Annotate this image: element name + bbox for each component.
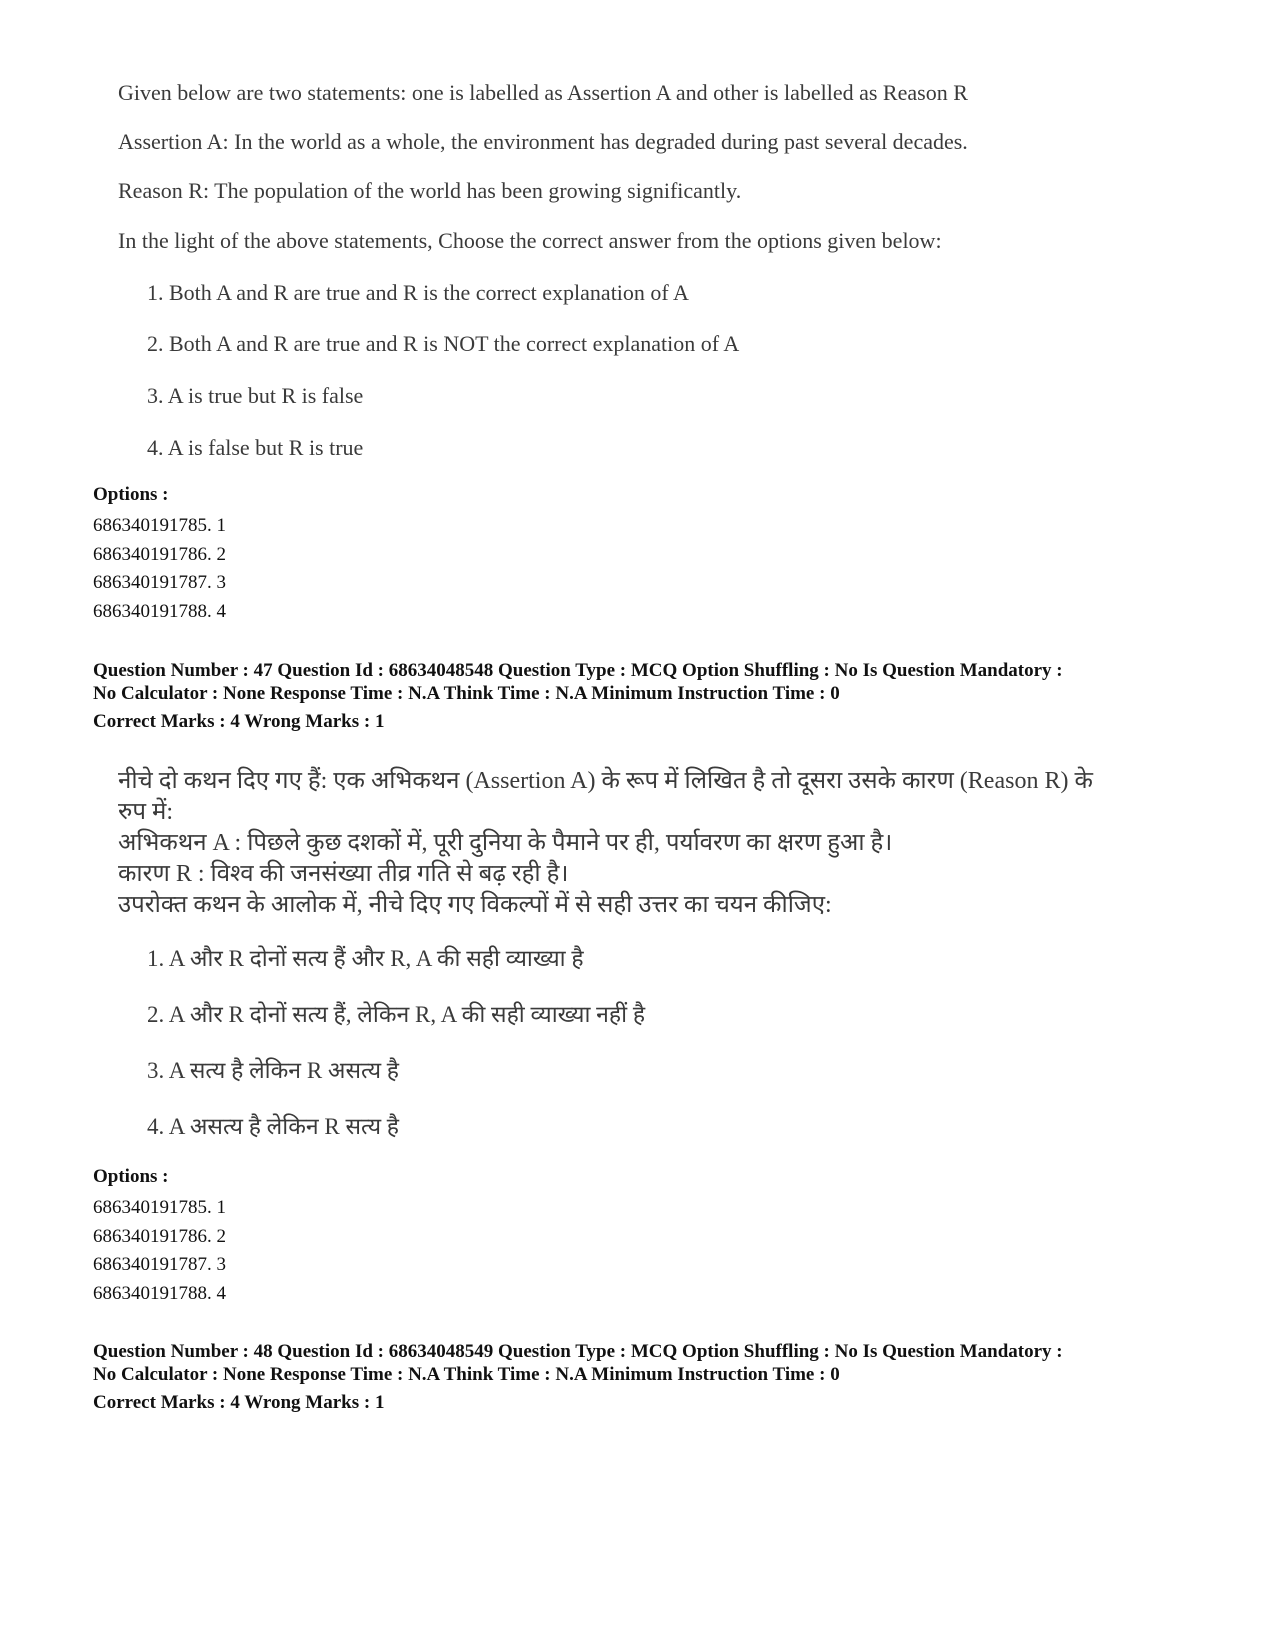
question-intro: Given below are two statements: one is labelled as Assertion A and other is labelled as Reason R — [118, 80, 968, 105]
instruction-text: In the light of the above statements, Choose the correct answer from the options given below: — [118, 228, 942, 253]
question-intro-line2: रुप में: — [118, 799, 174, 825]
choice-1: 1. A और R दोनों सत्य हैं और R, A की सही व्याख्या है — [147, 946, 584, 971]
choice-4: 4. A असत्य है लेकिन R सत्य है — [147, 1114, 400, 1139]
option-row: 686340191788. 4 — [93, 600, 226, 622]
instruction-text: उपरोक्त कथन के आलोक में, नीचे दिए गए विकल्पों में से सही उत्तर का चयन कीजिए: — [118, 892, 832, 918]
choice-3: 3. A is true but R is false — [147, 383, 364, 408]
question-marks: Correct Marks : 4 Wrong Marks : 1 — [93, 1392, 385, 1413]
options-label: Options : — [93, 484, 169, 505]
assertion-text: अभिकथन A : पिछले कुछ दशकों में, पूरी दुनिया के पैमाने पर ही, पर्यावरण का क्षरण हुआ है। — [118, 830, 893, 856]
reason-text: Reason R: The population of the world has been growing significantly. — [118, 178, 742, 203]
options-label: Options : — [93, 1166, 169, 1187]
question-48-header — [93, 1340, 1063, 1414]
choice-2: 2. A और R दोनों सत्य हैं, लेकिन R, A की सही व्याख्या नहीं है — [147, 1002, 646, 1027]
question-marks: Correct Marks : 4 Wrong Marks : 1 — [93, 711, 385, 732]
option-row: 686340191787. 3 — [93, 1254, 226, 1275]
choice-4: 4. A is false but R is true — [147, 435, 364, 460]
assertion-text: Assertion A: In the world as a whole, the environment has degraded during past several decades. — [118, 129, 968, 154]
question-meta-line1: Question Number : 48 Question Id : 68634048549 Question Type : MCQ Option Shuffling : No Is Question Mandatory : — [93, 1341, 1063, 1362]
options-list-46 — [93, 484, 226, 626]
question-47-header — [93, 659, 1063, 733]
choice-3: 3. A सत्य है लेकिन R असत्य है — [147, 1058, 400, 1083]
reason-text: कारण R : विश्व की जनसंख्या तीव्र गति से बढ़ रही है। — [118, 861, 569, 887]
question-intro-line1: नीचे दो कथन दिए गए हैं: एक अभिकथन (Assertion A) के रूप में लिखित है तो दूसरा उसके कारण (Reason R) के — [118, 768, 1093, 794]
question-meta-line2: No Calculator : None Response Time : N.A Think Time : N.A Minimum Instruction Time : 0 — [93, 1364, 840, 1385]
options-list-47 — [93, 1166, 226, 1308]
option-row: 686340191785. 1 — [93, 515, 226, 536]
option-row: 686340191786. 2 — [93, 1225, 226, 1247]
option-row: 686340191788. 4 — [93, 1282, 226, 1304]
option-row: 686340191787. 3 — [93, 572, 226, 593]
option-row: 686340191786. 2 — [93, 543, 226, 565]
question-meta-line2: No Calculator : None Response Time : N.A Think Time : N.A Minimum Instruction Time : 0 — [93, 683, 840, 704]
choice-2: 2. Both A and R are true and R is NOT the correct explanation of A — [147, 331, 740, 356]
question-meta-line1: Question Number : 47 Question Id : 68634048548 Question Type : MCQ Option Shuffling : No Is Question Mandatory : — [93, 660, 1063, 681]
choice-1: 1. Both A and R are true and R is the correct explanation of A — [147, 280, 689, 305]
option-row: 686340191785. 1 — [93, 1197, 226, 1218]
